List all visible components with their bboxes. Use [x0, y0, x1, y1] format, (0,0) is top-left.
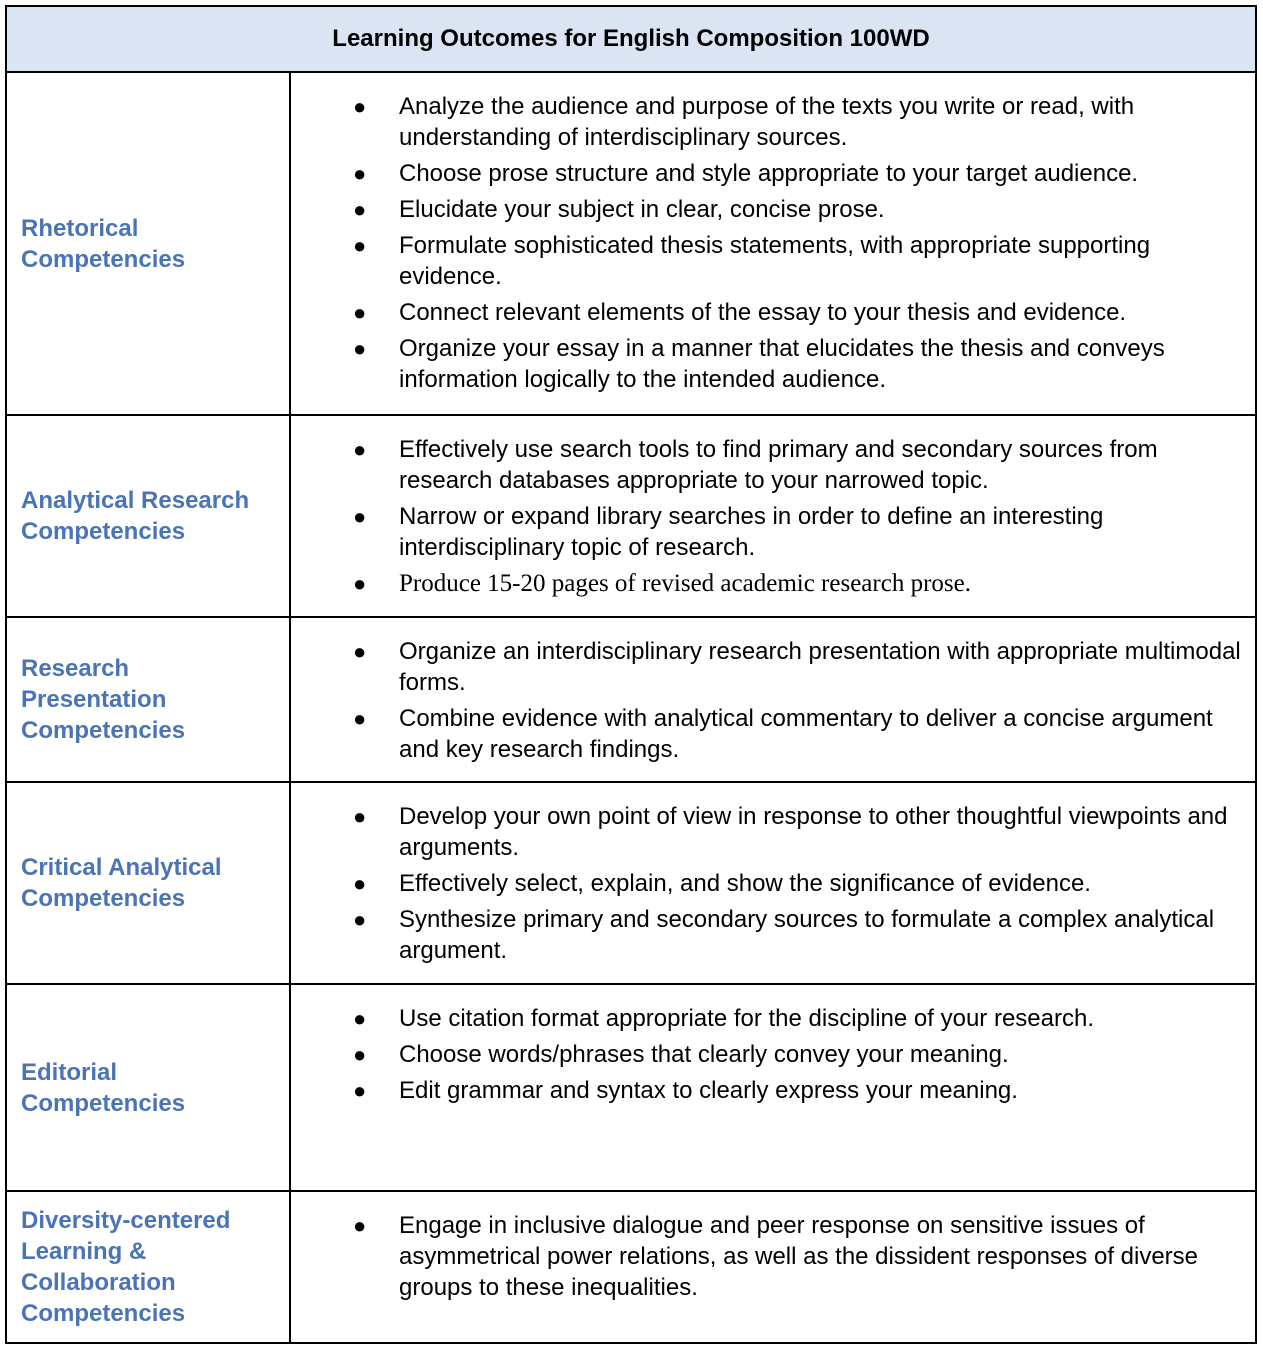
- outcome-text: Effectively select, explain, and show the significance of evidence.: [399, 870, 1091, 897]
- outcome-text: Edit grammar and syntax to clearly express your meaning.: [399, 1077, 1018, 1104]
- category-label: Analytical Research Competencies: [6, 415, 290, 617]
- category-label: Diversity-centered Learning & Collaboration Competencies: [6, 1191, 290, 1343]
- outcome-items-cell: [290, 782, 1256, 984]
- outcome-text: Synthesize primary and secondary sources to formulate a complex analytical argument.: [399, 906, 1215, 964]
- outcome-items-cell: [290, 984, 1256, 1191]
- list-item: [291, 91, 1243, 153]
- bullet-icon: ●: [353, 233, 367, 258]
- list-item: [291, 636, 1243, 698]
- table-row: [6, 72, 1256, 415]
- bullet-icon: ●: [353, 571, 367, 596]
- list-item: [291, 1075, 1243, 1106]
- outcome-text: Organize an interdisciplinary research presentation with appropriate multimodal forms.: [399, 638, 1241, 696]
- category-label: Editorial Competencies: [6, 984, 290, 1191]
- table-row: [6, 415, 1256, 617]
- outcome-text: Produce 15-20 pages of revised academic research prose.: [399, 570, 971, 597]
- list-item: [291, 158, 1243, 189]
- bullet-icon: ●: [353, 871, 367, 896]
- list-item: [291, 230, 1243, 292]
- outcome-text: Connect relevant elements of the essay to your thesis and evidence.: [399, 299, 1127, 326]
- bullet-icon: ●: [353, 639, 367, 664]
- bullet-icon: ●: [353, 907, 367, 932]
- bullet-icon: ●: [353, 1078, 367, 1103]
- bullet-icon: ●: [353, 504, 367, 529]
- outcome-list: [291, 1210, 1243, 1303]
- outcome-text: Analyze the audience and purpose of the texts you write or read, with understanding of interdisciplinary sources.: [399, 93, 1135, 151]
- table-row: [6, 782, 1256, 984]
- outcome-text: Combine evidence with analytical commentary to deliver a concise argument and key research findings.: [399, 705, 1213, 763]
- outcome-items-cell: [290, 617, 1256, 782]
- category-label: Research Presentation Competencies: [6, 617, 290, 782]
- list-item: [291, 333, 1243, 395]
- list-item: [291, 434, 1243, 496]
- list-item: [291, 297, 1243, 328]
- list-item: [291, 1039, 1243, 1070]
- bullet-icon: ●: [353, 1213, 367, 1238]
- outcome-text: Develop your own point of view in response to other thoughtful viewpoints and arguments.: [399, 803, 1228, 861]
- outcome-items-cell: [290, 72, 1256, 415]
- bullet-icon: ●: [353, 706, 367, 731]
- bullet-icon: ●: [353, 437, 367, 462]
- bullet-icon: ●: [353, 197, 367, 222]
- outcome-text: Formulate sophisticated thesis statements, with appropriate supporting evidence.: [399, 232, 1151, 290]
- table-row: [6, 617, 1256, 782]
- outcome-list: [291, 636, 1243, 765]
- outcome-items-cell: [290, 415, 1256, 617]
- table-header-row: [6, 6, 1256, 72]
- outcome-text: Choose words/phrases that clearly convey your meaning.: [399, 1041, 1009, 1068]
- bullet-icon: ●: [353, 300, 367, 325]
- category-label: Critical Analytical Competencies: [6, 782, 290, 984]
- list-item: [291, 1210, 1243, 1303]
- bullet-icon: ●: [353, 1006, 367, 1031]
- bullet-icon: ●: [353, 1042, 367, 1067]
- outcome-items-cell: [290, 1191, 1256, 1343]
- outcome-text: Organize your essay in a manner that elucidates the thesis and conveys information logically to the intended audience.: [399, 335, 1165, 393]
- outcome-list: [291, 91, 1243, 395]
- list-item: [291, 703, 1243, 765]
- list-item: [291, 194, 1243, 225]
- list-item: [291, 868, 1243, 899]
- outcome-text: Elucidate your subject in clear, concise prose.: [399, 196, 885, 223]
- table-row: [6, 984, 1256, 1191]
- list-item: [291, 801, 1243, 863]
- list-item: [291, 1003, 1243, 1034]
- list-item: [291, 501, 1243, 563]
- list-item: [291, 568, 1243, 599]
- list-item: [291, 904, 1243, 966]
- outcome-text: Narrow or expand library searches in order to define an interesting interdisciplinary topic of research.: [399, 503, 1104, 561]
- outcome-text: Use citation format appropriate for the discipline of your research.: [399, 1005, 1095, 1032]
- bullet-icon: ●: [353, 336, 367, 361]
- category-label: Rhetorical Competencies: [6, 72, 290, 415]
- outcome-list: [291, 801, 1243, 966]
- outcome-text: Engage in inclusive dialogue and peer response on sensitive issues of asymmetrical power relations, as well as the dissident responses of diverse groups to these inequalities.: [399, 1212, 1199, 1301]
- outcome-list: [291, 1003, 1243, 1106]
- outcome-text: Choose prose structure and style appropriate to your target audience.: [399, 160, 1139, 187]
- learning-outcomes-table: [5, 5, 1257, 1344]
- bullet-icon: ●: [353, 804, 367, 829]
- outcome-text: Effectively use search tools to find primary and secondary sources from research databases appropriate to your narrowed topic.: [399, 436, 1158, 494]
- table-title: Learning Outcomes for English Composition 100WD: [6, 6, 1256, 72]
- table-row: [6, 1191, 1256, 1343]
- outcome-list: [291, 434, 1243, 599]
- bullet-icon: ●: [353, 94, 367, 119]
- bullet-icon: ●: [353, 161, 367, 186]
